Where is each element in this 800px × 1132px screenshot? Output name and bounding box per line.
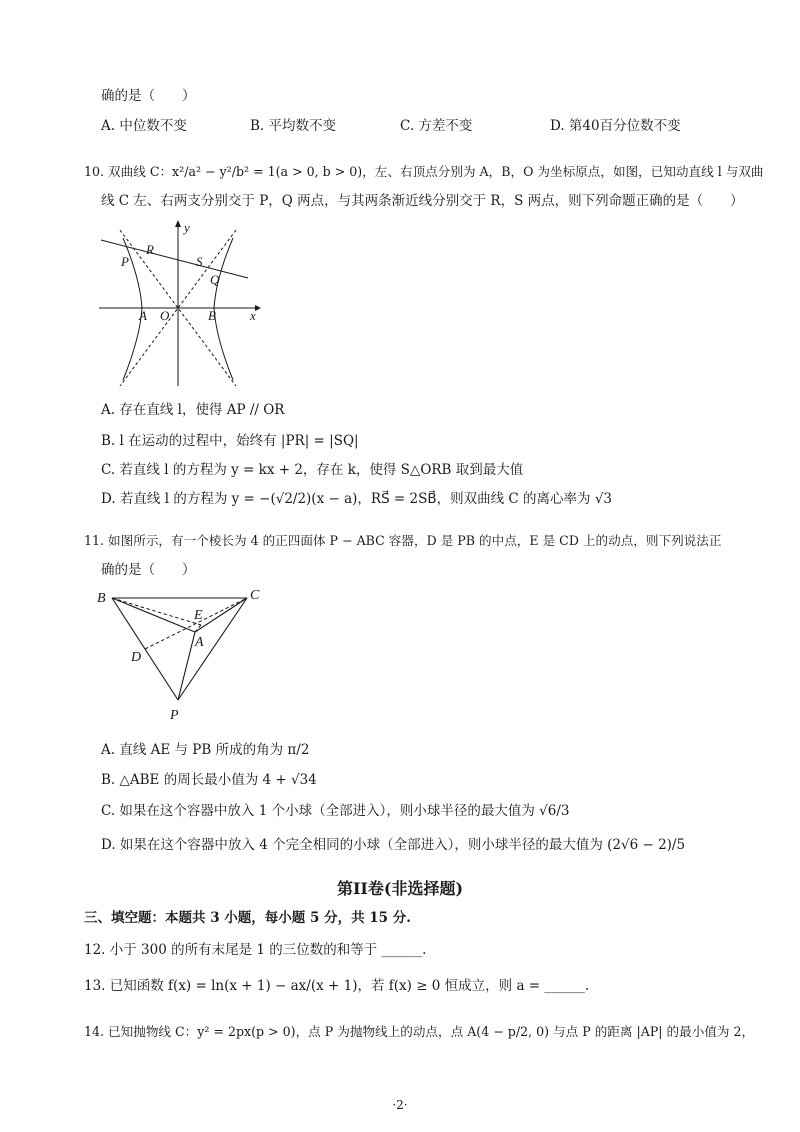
q9-option-c: C. 方差不变 (400, 118, 473, 134)
q10-stem-line1: 10. 双曲线 C：x²/a² − y²/b² = 1(a > 0, b > 0)，左、右顶点分别为 A，B，O 为坐标原点，如图，已知动直线 l 与双曲 (84, 164, 764, 179)
q11-stem-line2: 确的是（ ） (101, 562, 196, 578)
y-axis-arrow (175, 220, 181, 227)
q11-option-b: B. △ABE 的周长最小值为 4 + √34 (101, 772, 317, 788)
q10-option-b: B. l 在运动的过程中，始终有 |PR| = |SQ| (101, 433, 359, 449)
edge-cp (178, 598, 247, 700)
label-o: O (160, 308, 170, 323)
q9-option-d: D. 第40百分位数不变 (550, 118, 681, 134)
hyperbola-figure (95, 218, 265, 390)
label-d: D (131, 650, 142, 665)
label-r: R (146, 242, 154, 257)
label-p: P (121, 254, 129, 269)
q10-option-d: D. 若直线 l 的方程为 y = −(√2/2)(x − a)，RS⃗ = 2SB⃗，则双曲线 C 的离心率为 √3 (101, 491, 613, 507)
label-b: B (97, 591, 106, 606)
q10-option-c: C. 若直线 l 的方程为 y = kx + 2，存在 k，使得 S△ORB 取到最大值 (101, 462, 524, 478)
q13-text: 13. 已知函数 f(x) = ln(x + 1) − ax/(x + 1)，若 f(x) ≥ 0 恒成立，则 a = ______. (84, 978, 590, 994)
part2-title: 第II卷(非选择题) (336, 879, 464, 898)
label-b: B (208, 308, 216, 323)
label-p: P (170, 708, 179, 723)
edge-ba (112, 598, 195, 632)
q9-option-b: B. 平均数不变 (250, 118, 337, 134)
q9-option-a: A. 中位数不变 (101, 118, 187, 134)
edge-ap (178, 632, 195, 700)
q11-option-d: D. 如果在这个容器中放入 4 个完全相同的小球（全部进入），则小球半径的最大值为 (2√6 − 2)/5 (101, 837, 686, 853)
label-c: C (250, 588, 260, 603)
page-number: ·2· (392, 1098, 408, 1112)
hyperbola-right-branch (214, 238, 233, 380)
x-axis-arrow (255, 305, 261, 311)
q10-option-a: A. 存在直线 l，使得 AP // OR (101, 402, 285, 418)
section3-heading: 三、填空题：本题共 3 小题，每小题 5 分，共 15 分. (84, 910, 411, 926)
label-a: A (195, 635, 204, 650)
label-q: Q (210, 272, 220, 287)
q14-text: 14. 已知抛物线 C：y² = 2px(p > 0)，点 P 为抛物线上的动点，点 A(4 − p/2, 0) 与点 P 的距离 |AP| 的最小值为 2， (84, 1024, 755, 1039)
q11-option-c: C. 如果在这个容器中放入 1 个小球（全部进入），则小球半径的最大值为 √6/3 (101, 803, 570, 819)
q11-stem-line1: 11. 如图所示，有一个棱长为 4 的正四面体 P − ABC 容器，D 是 PB 的中点，E 是 CD 上的动点，则下列说法正 (84, 533, 722, 548)
segment-be (112, 598, 201, 625)
edge-ca (195, 598, 247, 632)
label-a: A (139, 308, 147, 323)
q12-text: 12. 小于 300 的所有末尾是 1 的三位数的和等于 ______. (84, 942, 427, 958)
label-e: E (194, 608, 203, 623)
label-y: y (184, 220, 190, 235)
q11-option-a: A. 直线 AE 与 PB 所成的角为 π/2 (101, 742, 310, 758)
q10-stem-line2: 线 C 左、右两支分别交于 P，Q 两点，与其两条渐近线分别交于 R，S 两点，则下列命题正确的是（ ） (101, 193, 744, 209)
q9-stem-end: 确的是（ ） (101, 88, 196, 104)
tetrahedron-figure (95, 585, 270, 725)
label-s: S (196, 254, 203, 269)
label-x: x (250, 308, 256, 323)
